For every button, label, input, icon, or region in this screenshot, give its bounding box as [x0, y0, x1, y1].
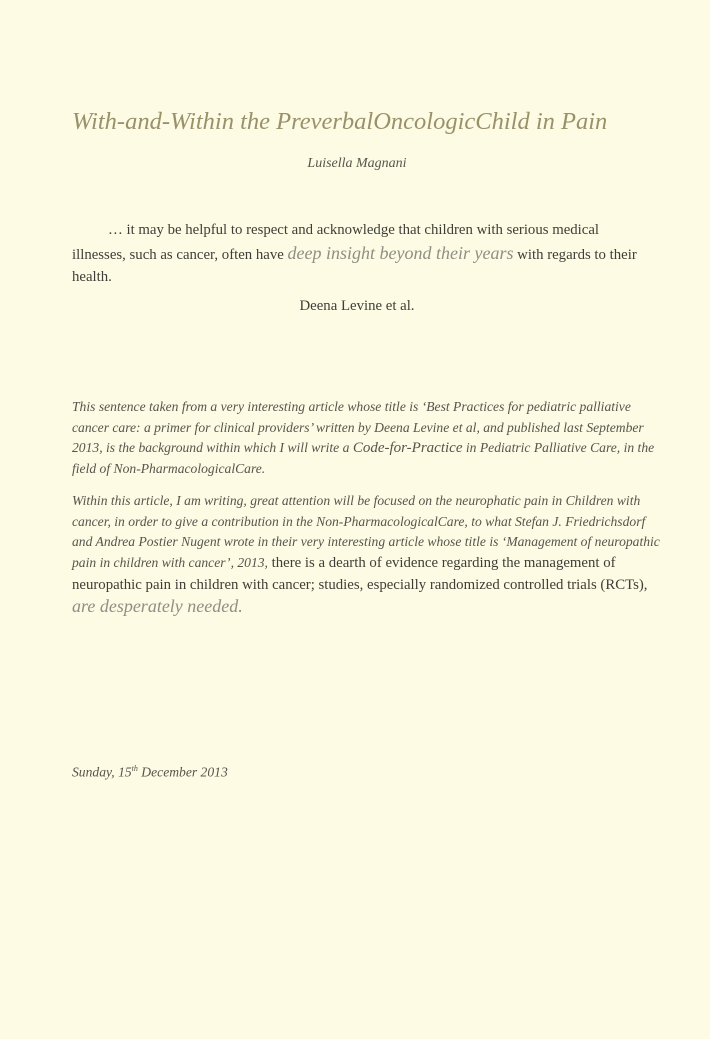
epigraph-quote — [72, 219, 642, 289]
paragraph-background — [72, 397, 662, 479]
date-prefix: Sunday, 15 — [72, 764, 132, 780]
paragraph2-citation-text: there is a dearth of evidence regarding the management of neuropathic pain in children with cancer; studies, especially randomized controlled trials (RCTs), — [72, 554, 648, 593]
paragraph2-italic-text: Within this article, I am writing, great attention will be focused on the neurophatic pain in Children with cancer, in order to give a contribution in the Non-PharmacologicalCare, to what Stefan J. Friedrichsdorf and Andrea Postier Nugent wrote in their very interesting article whose title is ‘Management of neuropathic pain in children with cancer’, 2013, — [72, 493, 660, 570]
date-suffix: December 2013 — [137, 764, 228, 780]
paragraph-neuropathic-pain — [72, 491, 662, 618]
quote-text-start: … it may be helpful to respect and acknowledge that children with serious medical illnesses, such as cancer, often have — [72, 222, 600, 263]
paragraph1-text-end: in Pediatric Palliative Care, in the field of Non-PharmacologicalCare. — [72, 440, 655, 476]
quote-highlight: deep insight beyond their years — [287, 242, 514, 263]
date-ordinal: th — [131, 764, 138, 773]
paragraph2-highlight: are desperately needed. — [72, 595, 243, 616]
code-for-practice-term: Code-for-Practice — [352, 440, 463, 456]
paragraph1-text-start: This sentence taken from a very interesting article whose title is ‘Best Practices for pediatric palliative cancer care: a primer for clinical providers’ written by Deena Levine et al, and published last September 2013, is the background within which I will write a — [72, 399, 644, 455]
author-name: Luisella Magnani — [307, 156, 407, 171]
document-title: With-and-Within the PreverbalOncologicChild in Pain — [72, 108, 608, 135]
quote-text-end: with regards to their health. — [72, 246, 637, 285]
document-date — [72, 764, 372, 781]
quote-source: Deena Levine et al. — [299, 298, 415, 314]
